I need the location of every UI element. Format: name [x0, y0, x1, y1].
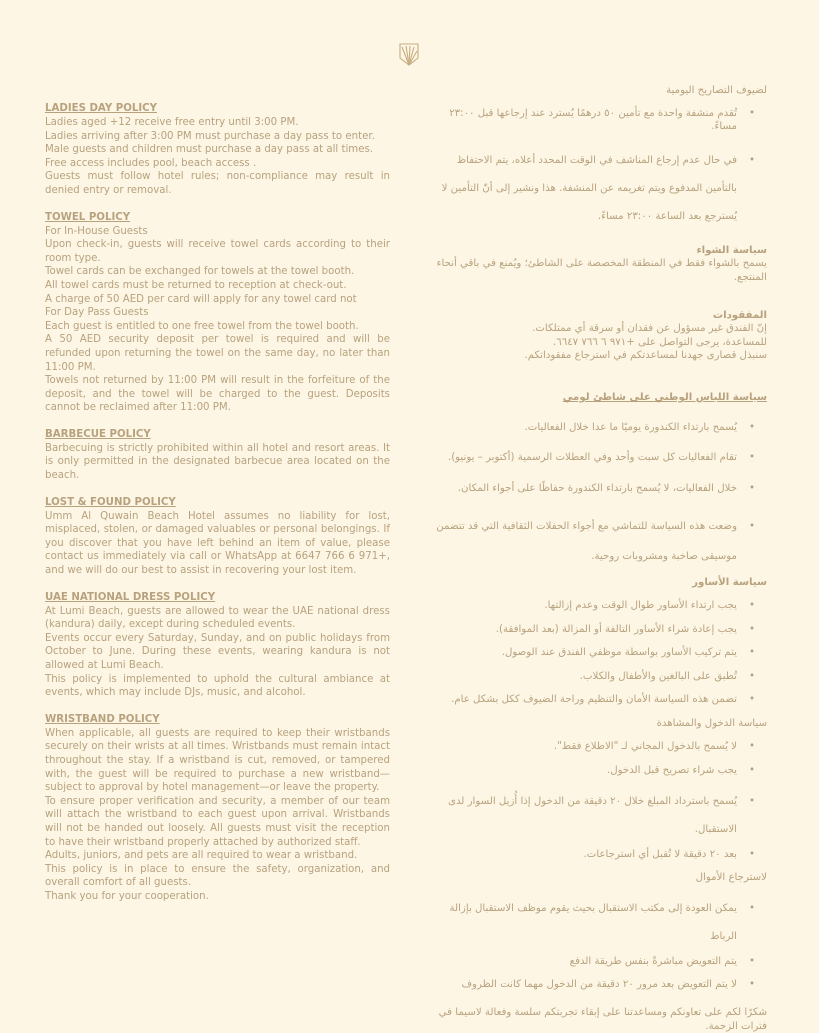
- policy-line: Male guests and children must purchase a day pass at all times.: [45, 144, 374, 156]
- wristband-heading: سياسة الأساور: [692, 577, 767, 589]
- bullet-item: • تضمن هذه السياسة الأمان والتنظيم وراحة الضيوف ككل بشكل عام.: [425, 693, 767, 707]
- policy-line: Free access includes pool, beach access .: [45, 157, 257, 169]
- policy-line: This policy is in place to ensure the safety, organization, and overall comfort of all guests.: [45, 863, 390, 889]
- policy-line: At Lumi Beach, guests are allowed to wear the UAE national dress (kandura) daily, except during scheduled events.: [45, 605, 390, 631]
- bullet-item: • يمكن العودة إلى مكتب الاستقبال بحيث يقوم موظف الاستقبال بإزالة الرباط: [425, 895, 767, 951]
- bullet-text: لا يتم التعويض بعد مرور ٢٠ دقيقة من الدخول مهما كانت الظروف: [461, 979, 737, 991]
- policy-line: Each guest is entitled to one free towel from the towel booth.: [45, 320, 359, 332]
- bullet-text: تُطبق على البالغين والأطفال والكلاب.: [579, 670, 737, 682]
- lost-heading: المفقودات: [712, 309, 767, 321]
- section-heading: BARBECUE POLICY: [45, 428, 151, 440]
- lost-line: إنّ الفندق غير مسؤول عن فقدان أو سرقة أي ممتلكات.: [532, 323, 767, 335]
- policy-line: Guests must follow hotel rules; non-compliance may result in denied entry or removal.: [45, 171, 390, 196]
- towel-policy: [45, 211, 390, 415]
- policy-line: To ensure proper verification and security, a member of our team will attach the wristband to each guest upon arrival. Wristbands will not be handed out loosely. All guests must visit the reception to have their wristband properly attached by authorized staff.: [45, 795, 390, 848]
- lost-line: سنبذل قصارى جهدنا لمساعدتكم في استرجاع مفقوداتكم.: [524, 350, 767, 362]
- bullet-item: • بعد ٢٠ دقيقة لا تُقبل أي استرجاعات.: [425, 848, 767, 862]
- bullet-text: لا يُسمح بالدخول المجاني لـ "الاطلاع فقط".: [553, 741, 737, 753]
- ladies-day-policy: [45, 102, 390, 198]
- bullet-text: بعد ٢٠ دقيقة لا تُقبل أي استرجاعات.: [583, 848, 737, 860]
- policy-line: Umm Al Quwain Beach Hotel assumes no liability for lost, misplaced, stolen, or damaged valuables or personal belongings. If you discover that you have left behind an item of value, please contact us immediately via call or WhatsApp at 6647 766 6 971+, and we will do our best to assist in recovering your lost item.: [45, 510, 390, 577]
- bullet-item: • تقام الفعاليات كل سبت وأحد وفي العطلات الرسمية (أكتوبر – يونيو).: [425, 451, 767, 465]
- lost-found-policy: [45, 496, 390, 578]
- policy-line: Towels not returned by 11:00 PM will result in the forfeiture of the deposit, and the towel will be charged to the guest. Deposits cannot be reclaimed after 11:00 PM.: [45, 375, 390, 414]
- policy-line: For Day Pass Guests: [45, 307, 149, 319]
- bullet-item: • تُقدم منشفة واحدة مع تأمين ٥٠ درهمًا يُسترد عند إرجاعها قبل ٢٣:٠٠ مساءً.: [425, 107, 767, 134]
- bullet-text: يُسمح بارتداء الكندورة يوميًا ما عدا خلال الفعاليات.: [524, 421, 737, 433]
- bullet-text: خلال الفعاليات، لا يُسمح بارتداء الكندورة حفاظًا على أجواء المكان.: [457, 482, 737, 494]
- bullet-text: تقام الفعاليات كل سبت وأحد وفي العطلات الرسمية (أكتوبر – يونيو).: [447, 452, 737, 464]
- bullet-item: • يُسمح باسترداد المبلغ خلال ٢٠ دقيقة من الدخول إذا أُزيل السوار لدى الاستقبال.: [425, 788, 767, 844]
- policy-line: Towel cards can be exchanged for towels at the towel booth.: [45, 266, 355, 278]
- policy-line: Ladies arriving after 3:00 PM must purchase a day pass to enter.: [45, 130, 375, 142]
- thanks-text: شكرًا لكم على تعاونكم ومساعدتنا على إبقاء تجربتكم سلسة وفعالة لاسيما في فترات الزحمة.: [438, 1007, 767, 1032]
- bullet-item: • يتم تركيب الأساور بواسطة موظفي الفندق عند الوصول.: [425, 646, 767, 660]
- entry-heading: سياسة الدخول والمشاهدة: [656, 717, 767, 729]
- bullet-item: • في حال عدم إرجاع المناشف في الوقت المحدد أعلاه، يتم الاحتفاظ بالتأمين المدفوع ويتم تغريمه عن المنشفة. هذا ونشير إلى أنّ التأمين لا يُسترجع بعد الساعة ٢٣:٠٠ مساءً.: [425, 147, 767, 231]
- bullet-item: • يتم التعويض مباشرةً بنفس طريقة الدفع: [425, 955, 767, 969]
- national-dress-policy: [45, 591, 390, 700]
- bullet-text: يتم التعويض مباشرةً بنفس طريقة الدفع: [569, 955, 737, 967]
- grill-heading: سياسة الشواء: [696, 244, 767, 256]
- bullet-item: • خلال الفعاليات، لا يُسمح بارتداء الكندورة حفاظًا على أجواء المكان.: [425, 482, 767, 496]
- wristband-policy: [45, 713, 390, 904]
- bullet-text: يجب ارتداء الأساور طوال الوقت وعدم إزالتها.: [544, 599, 737, 611]
- bullet-item: • لا يتم التعويض بعد مرور ٢٠ دقيقة من الدخول مهما كانت الظروف: [425, 978, 767, 992]
- bullet-text: وضعت هذه السياسة للتماشي مع أجواء الحفلات الثقافية التي قد تتضمن موسيقى صاخبة ومشروبات روحية.: [436, 521, 737, 563]
- bullet-item: • يُسمح بارتداء الكندورة يوميًا ما عدا خلال الفعاليات.: [425, 421, 767, 435]
- bullet-text: يُسمح باسترداد المبلغ خلال ٢٠ دقيقة من الدخول إذا أُزيل السوار لدى الاستقبال.: [447, 795, 737, 835]
- section-heading: LADIES DAY POLICY: [45, 103, 158, 114]
- policy-line: Thank you for your cooperation.: [45, 890, 209, 902]
- bullet-item: • تُطبق على البالغين والأطفال والكلاب.: [425, 670, 767, 684]
- policy-line: Events occur every Saturday, Sunday, and on public holidays from October to June. During these events, wearing kandura is not allowed at Lumi Beach.: [45, 632, 390, 671]
- bullet-item: • يجب شراء تصريح قبل الدخول.: [425, 764, 767, 778]
- english-policies: [45, 102, 390, 917]
- bullet-item: • لا يُسمح بالدخول المجاني لـ "الاطلاع فقط".: [425, 740, 767, 754]
- arabic-policies: [425, 84, 767, 1033]
- policy-line: A 50 AED security deposit per towel is required and will be refunded upon returning the towel on the same day, no later than 11:00 PM.: [45, 334, 390, 373]
- palm-leaf-logo-icon: [398, 42, 420, 66]
- bullet-text: تُقدم منشفة واحدة مع تأمين ٥٠ درهمًا يُسترد عند إرجاعها قبل ٢٣:٠٠ مساءً.: [449, 107, 737, 133]
- lost-line: للمساعدة، يرجى التواصل على ‎+٩٧١ ٦ ٧٦٦ ٦٦٤٧‎.: [553, 336, 767, 348]
- policy-line: Adults, juniors, and pets are all required to wear a wristband.: [45, 850, 358, 862]
- barbecue-policy: [45, 428, 390, 483]
- bullet-item: • يجب ارتداء الأساور طوال الوقت وعدم إزالتها.: [425, 599, 767, 613]
- policy-line: For In-House Guests: [45, 225, 148, 237]
- bullet-item: • يجب إعادة شراء الأساور التالفة أو المزالة (بعد الموافقة).: [425, 623, 767, 637]
- bullet-text: تضمن هذه السياسة الأمان والتنظيم وراحة الضيوف ككل بشكل عام.: [451, 694, 737, 706]
- daypass-heading: لضيوف التصاريح اليومية: [666, 85, 767, 96]
- refund-heading: لاسترجاع الأموال: [695, 872, 767, 884]
- section-heading: LOST & FOUND POLICY: [45, 496, 176, 508]
- bullet-text: يمكن العودة إلى مكتب الاستقبال بحيث يقوم موظف الاستقبال بإزالة الرباط: [449, 902, 737, 942]
- policy-line: Upon check-in, guests will receive towel cards according to their room type.: [45, 239, 390, 264]
- bullet-text: في حال عدم إرجاع المناشف في الوقت المحدد أعلاه، يتم الاحتفاظ بالتأمين المدفوع ويتم تغريمه عن المنشفة. هذا ونشير إلى أنّ التأمين لا يُسترجع بعد الساعة ٢٣:٠٠ مساءً.: [441, 154, 737, 222]
- grill-text: يسمح بالشواء فقط في المنطقة المخصصة على الشاطئ؛ ويُمنع في باقي أنحاء المنتجع.: [436, 258, 767, 283]
- bullet-text: يجب إعادة شراء الأساور التالفة أو المزالة (بعد الموافقة).: [495, 623, 737, 635]
- section-heading: TOWEL POLICY: [45, 211, 131, 223]
- bullet-item: • وضعت هذه السياسة للتماشي مع أجواء الحفلات الثقافية التي قد تتضمن موسيقى صاخبة ومشروبات روحية.: [425, 512, 767, 572]
- policy-line: Barbecuing is strictly prohibited within all hotel and resort areas. It is only permitted in the designated barbecue area located on the beach.: [45, 442, 390, 482]
- section-heading: WRISTBAND POLICY: [45, 713, 160, 725]
- policy-line: Ladies aged +12 receive free entry until 3:00 PM.: [45, 117, 299, 128]
- policy-line: This policy is implemented to uphold the cultural ambiance at events, which may include DJs, music, and alcohol.: [45, 673, 390, 699]
- policy-line: A charge of 50 AED per card will apply for any towel card not: [45, 293, 357, 305]
- policy-line: When applicable, all guests are required to keep their wristbands securely on their wrists at all times. Wristbands must remain intact throughout the stay. If a wristband is cut, removed, or tampered with, the guest will be required to purchase a new wristband—subject to approval by hotel management—or leave the property.: [45, 727, 390, 794]
- bullet-text: يتم تركيب الأساور بواسطة موظفي الفندق عند الوصول.: [501, 647, 737, 659]
- section-heading: UAE NATIONAL DRESS POLICY: [45, 591, 216, 603]
- dress-heading: سياسة اللباس الوطني على شاطئ لومي: [562, 391, 767, 403]
- bullet-text: يجب شراء تصريح قبل الدخول.: [607, 765, 737, 777]
- policy-line: All towel cards must be returned to reception at check-out.: [45, 279, 347, 291]
